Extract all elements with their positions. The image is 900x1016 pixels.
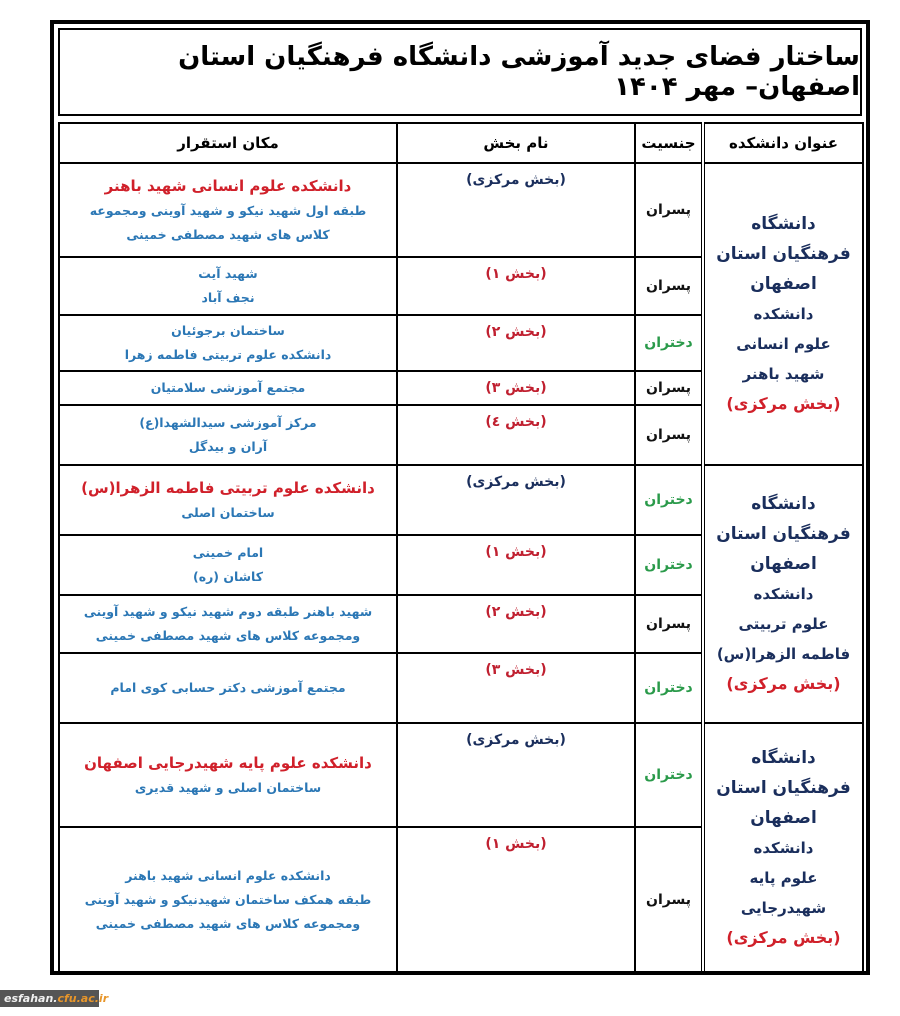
watermark-domain: esfahan. — [4, 992, 58, 1005]
location-line: ومجموعه کلاس های شهید مصطفی خمینی — [95, 916, 361, 931]
gender-cell: پسران — [635, 595, 703, 653]
gender-cell: پسران — [635, 371, 703, 405]
location-main: دانشکده علوم پایه شهیدرجایی اصفهان — [84, 754, 372, 772]
faculty-university-line: فرهنگیان استان — [716, 244, 851, 264]
faculty-university-line: اصفهان — [750, 554, 817, 574]
gender-cell: پسران — [635, 163, 703, 257]
faculty-university-line: اصفهان — [750, 274, 817, 294]
location-cell — [59, 653, 397, 723]
header-faculty: عنوان دانشکده — [703, 123, 863, 163]
location-cell — [59, 371, 397, 405]
document-title: ساختار فضای جدید آموزشی دانشگاه فرهنگیان استان اصفهان– مهر ۱۴۰۴ — [178, 42, 860, 102]
location-line: دانشکده علوم انسانی شهید باهنر — [125, 868, 331, 883]
location-line: دانشکده علوم تربیتی فاطمه زهرا — [124, 347, 332, 362]
table-row — [59, 723, 863, 827]
location-line: شهید باهنر طبقه دوم شهید نیکو و شهید آوینی — [83, 604, 373, 619]
faculty-name-line: فاطمه الزهرا(س) — [716, 645, 851, 663]
location-main: دانشکده علوم انسانی شهید باهنر — [104, 177, 352, 195]
gender-cell: دختران — [635, 465, 703, 535]
location-line: ساختمان اصلی — [181, 505, 275, 520]
location-line: ومجموعه کلاس های شهید مصطفی خمینی — [95, 628, 361, 643]
location-line: مرکز آموزشی سیدالشهدا(ع) — [139, 415, 317, 430]
faculty-university-line: فرهنگیان استان — [716, 524, 851, 544]
location-cell — [59, 535, 397, 595]
location-line: ساختمان اصلی و شهید قدیری — [134, 780, 322, 795]
location-cell — [59, 163, 397, 257]
section-cell: (بخش ۱) — [397, 827, 635, 973]
section-cell: (بخش مرکزی) — [397, 723, 635, 827]
location-cell — [59, 315, 397, 371]
site-watermark — [0, 990, 109, 1007]
faculty-university-line: دانشگاه — [751, 494, 816, 514]
location-cell — [59, 257, 397, 315]
location-line: نجف آباد — [201, 290, 255, 305]
section-cell: (بخش مرکزی) — [397, 465, 635, 535]
location-line: ساختمان برجوئیان — [171, 323, 285, 338]
document-frame — [50, 20, 870, 975]
location-line: طبقه اول شهید نیکو و شهید آوینی ومجموعه — [89, 203, 367, 218]
faculty-name-line: دانشکده — [753, 839, 814, 857]
location-cell — [59, 595, 397, 653]
faculty-university-line: دانشگاه — [751, 214, 816, 234]
faculty-name-line: علوم انسانی — [736, 335, 831, 353]
faculty-university-line: دانشگاه — [751, 748, 816, 768]
header-location: مکان استقرار — [59, 123, 397, 163]
gender-cell: پسران — [635, 405, 703, 465]
gender-cell: دختران — [635, 653, 703, 723]
schedule-table — [58, 122, 864, 974]
faculty-central-tag: (بخش مرکزی) — [726, 674, 841, 693]
table-body — [59, 163, 863, 973]
gender-cell: دختران — [635, 315, 703, 371]
faculty-name-line: شهید باهنر — [742, 365, 825, 383]
faculty-cell — [703, 163, 863, 465]
section-cell: (بخش ۱) — [397, 535, 635, 595]
location-line: مجتمع آموزشی دکتر حسابی کوی امام — [110, 680, 346, 695]
faculty-name-line: شهیدرجایی — [740, 899, 827, 917]
faculty-university-line: فرهنگیان استان — [716, 778, 851, 798]
faculty-name-line: علوم تربیتی — [738, 615, 829, 633]
location-line: طبقه همکف ساختمان شهیدنیکو و شهید آوینی — [84, 892, 372, 907]
location-cell — [59, 723, 397, 827]
location-cell — [59, 827, 397, 973]
header-gender: جنسیت — [635, 123, 703, 163]
location-line: شهید آیت — [198, 266, 258, 281]
gender-cell: پسران — [635, 257, 703, 315]
table-header-row — [59, 123, 863, 163]
faculty-university-line: اصفهان — [750, 808, 817, 828]
faculty-central-tag: (بخش مرکزی) — [726, 394, 841, 413]
faculty-name-line: دانشکده — [753, 305, 814, 323]
location-line: مجتمع آموزشی سلامتیان — [150, 380, 306, 395]
location-line: کلاس های شهید مصطفی خمینی — [126, 227, 330, 242]
location-cell — [59, 465, 397, 535]
faculty-cell — [703, 465, 863, 723]
faculty-cell — [703, 723, 863, 973]
gender-cell: دختران — [635, 723, 703, 827]
location-line: آران و بیدگل — [188, 439, 268, 454]
location-cell — [59, 405, 397, 465]
section-cell: (بخش ٤) — [397, 405, 635, 465]
location-line: امام خمینی — [192, 545, 264, 560]
faculty-central-tag: (بخش مرکزی) — [726, 928, 841, 947]
faculty-name-line: دانشکده — [753, 585, 814, 603]
location-line: کاشان (ره) — [193, 569, 263, 584]
table-row — [59, 163, 863, 257]
header-section: نام بخش — [397, 123, 635, 163]
table-row — [59, 465, 863, 535]
section-cell: (بخش ۱) — [397, 257, 635, 315]
watermark-suffix: cfu.ac.ir — [57, 992, 109, 1005]
section-cell: (بخش ۳) — [397, 371, 635, 405]
faculty-name-line: علوم پایه — [749, 869, 818, 887]
location-main: دانشکده علوم تربیتی فاطمه الزهرا(س) — [81, 479, 375, 497]
section-cell: (بخش ۲) — [397, 595, 635, 653]
gender-cell: پسران — [635, 827, 703, 973]
section-cell: (بخش ۳) — [397, 653, 635, 723]
title-box — [58, 28, 862, 116]
section-cell: (بخش ۲) — [397, 315, 635, 371]
section-cell: (بخش مرکزی) — [397, 163, 635, 257]
gender-cell: دختران — [635, 535, 703, 595]
